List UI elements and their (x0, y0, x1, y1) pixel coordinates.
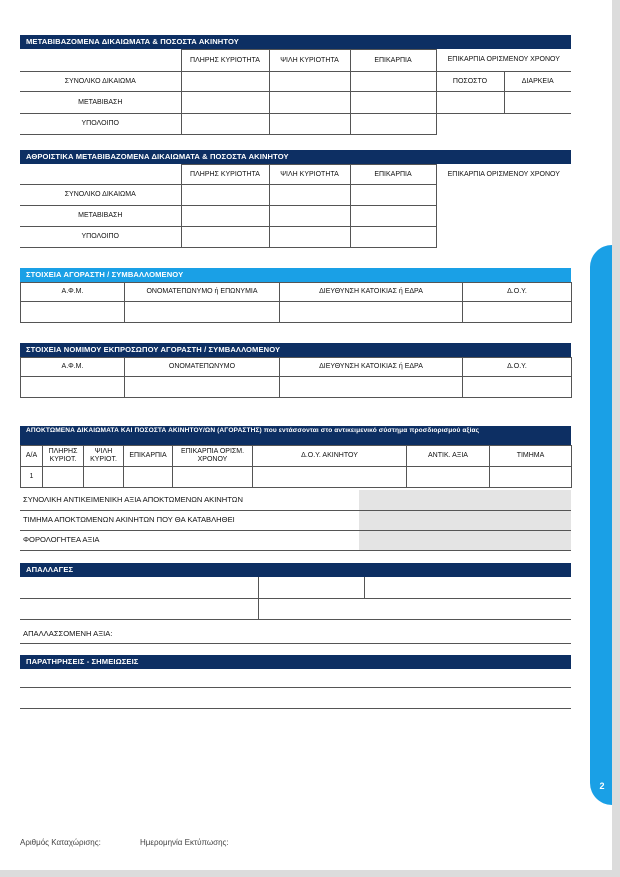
input-cell[interactable] (350, 92, 436, 114)
col-full-ownership: ΠΛΗΡΗΣ ΚΥΡΙΟΤ. (43, 446, 84, 467)
input-cell[interactable] (20, 577, 258, 598)
input-cell[interactable] (181, 227, 269, 248)
section-header: ΑΠΟΚΤΩΜΕΝΑ ΔΙΚΑΙΩΜΑΤΑ ΚΑΙ ΠΟΣΟΣΤΑ ΑΚΙΝΗΤΟΥ/ΩΝ (ΑΓΟΡΑΣΤΗΣ) που εντάσσονται στο αντικειμενικό σύστημα προσδιορισμού αξίας (20, 426, 571, 445)
legal-representative-table (20, 357, 572, 398)
buyer-details-table (20, 282, 572, 323)
notes-section (20, 655, 571, 709)
input-cell[interactable] (350, 227, 436, 248)
input-cell[interactable] (21, 302, 125, 323)
col-usufruct-term: ΕΠΙΚΑΡΠΙΑ ΟΡΙΣΜΕΝΟΥ ΧΡΟΝΟΥ (436, 50, 571, 72)
totals-table (20, 490, 571, 551)
input-cell[interactable] (258, 577, 364, 598)
col-afm: Α.Φ.Μ. (21, 283, 125, 302)
taxable-value-field[interactable] (359, 530, 571, 550)
input-cell[interactable] (125, 377, 280, 398)
section-header: ΣΤΟΙΧΕΙΑ ΑΓΟΡΑΣΤΗ / ΣΥΜΒΑΛΛΟΜΕΝΟΥ (20, 268, 571, 282)
input-cell[interactable] (181, 185, 269, 206)
input-cell[interactable] (84, 467, 124, 488)
input-cell[interactable] (350, 206, 436, 227)
input-cell[interactable] (407, 467, 490, 488)
input-cell[interactable] (504, 92, 571, 114)
col-name: ΟΝΟΜΑΤΕΠΩΝΥΜΟ (125, 358, 280, 377)
input-cell[interactable] (269, 206, 350, 227)
col-bare-ownership: ΨΙΛΗ ΚΥΡΙΟΤ. (84, 446, 124, 467)
notes-line[interactable] (20, 669, 571, 688)
exempt-value-label: ΑΠΑΛΛΑΣΣΟΜΕΝΗ ΑΞΙΑ: (20, 619, 571, 643)
row-label: ΣΥΝΟΛΙΚΟ ΔΙΚΑΙΩΜΑ (20, 185, 181, 206)
col-name: ΟΝΟΜΑΤΕΠΩΝΥΜΟ ή ΕΠΩΝΥΜΙΑ (125, 283, 280, 302)
input-cell[interactable] (125, 302, 280, 323)
input-cell[interactable] (253, 467, 407, 488)
cumulative-rights-section (20, 150, 571, 248)
col-percentage: ΠΟΣΟΣΤΟ (436, 72, 504, 92)
row-label: ΣΥΝΟΛΙΚΟ ΔΙΚΑΙΩΜΑ (20, 72, 181, 92)
acquired-rights-section (20, 426, 571, 551)
section-header: ΑΘΡΟΙΣΤΙΚΑ ΜΕΤΑΒΙΒΑΖΟΜΕΝΑ ΔΙΚΑΙΩΜΑΤΑ & ΠΟΣΟΣΤΑ ΑΚΙΝΗΤΟΥ (20, 150, 571, 164)
col-doy: Δ.Ο.Υ. (463, 283, 572, 302)
col-usufruct: ΕΠΙΚΑΡΠΙΑ (350, 165, 436, 185)
input-cell[interactable] (258, 598, 571, 619)
input-cell[interactable] (173, 467, 253, 488)
print-date-label: Ημερομηνία Εκτύπωσης: (140, 838, 229, 847)
section-header: ΑΠΑΛΛΑΓΕΣ (20, 563, 571, 577)
input-cell[interactable] (20, 598, 258, 619)
col-property-doy: Δ.Ο.Υ. ΑΚΙΝΗΤΟΥ (253, 446, 407, 467)
input-cell[interactable] (21, 377, 125, 398)
col-bare-ownership: ΨΙΛΗ ΚΥΡΙΟΤΗΤΑ (269, 165, 350, 185)
input-cell[interactable] (269, 72, 350, 92)
notes-line[interactable] (20, 688, 571, 709)
page-edge-shadow (0, 870, 620, 877)
input-cell[interactable] (350, 72, 436, 92)
input-cell[interactable] (43, 467, 84, 488)
page-edge-shadow (612, 0, 620, 877)
input-cell[interactable] (124, 467, 173, 488)
acquired-rights-table (20, 445, 572, 488)
transferred-rights-section (20, 35, 571, 135)
section-header: ΜΕΤΑΒΙΒΑΖΟΜΕΝΑ ΔΙΚΑΙΩΜΑΤΑ & ΠΟΣΟΣΤΑ ΑΚΙΝΗΤΟΥ (20, 35, 571, 49)
input-cell[interactable] (181, 206, 269, 227)
exemptions-section (20, 563, 571, 644)
col-full-ownership: ΠΛΗΡΗΣ ΚΥΡΙΟΤΗΤΑ (181, 165, 269, 185)
col-usufruct: ΕΠΙΚΑΡΠΙΑ (350, 50, 436, 72)
total-price-label: ΤΙΜΗΜΑ ΑΠΟΚΤΩΜΕΝΩΝ ΑΚΙΝΗΤΩΝ ΠΟΥ ΘΑ ΚΑΤΑΒΛΗΘΕΙ (20, 510, 359, 530)
input-cell[interactable] (181, 114, 269, 135)
cumulative-rights-table (20, 164, 571, 248)
input-cell[interactable] (463, 302, 572, 323)
col-afm: Α.Φ.Μ. (21, 358, 125, 377)
input-cell[interactable] (463, 377, 572, 398)
transferred-rights-table (20, 49, 571, 135)
exemptions-table (20, 577, 571, 644)
input-cell[interactable] (269, 92, 350, 114)
page-number: 2 (599, 781, 605, 791)
col-usufruct: ΕΠΙΚΑΡΠΙΑ (124, 446, 173, 467)
input-cell[interactable] (364, 577, 571, 598)
total-price-field[interactable] (359, 510, 571, 530)
row-label: ΜΕΤΑΒΙΒΑΣΗ (20, 92, 181, 114)
legal-representative-section (20, 343, 571, 398)
col-usufruct-term: ΕΠΙΚΑΡΠΙΑ ΟΡΙΣΜ. ΧΡΟΝΟΥ (173, 446, 253, 467)
col-index: Α/Α (21, 446, 43, 467)
input-cell[interactable] (280, 302, 463, 323)
input-cell[interactable] (269, 114, 350, 135)
total-objective-value-label: ΣΥΝΟΛΙΚΗ ΑΝΤΙΚΕΙΜΕΝΙΚΗ ΑΞΙΑ ΑΠΟΚΤΩΜΕΝΩΝ ΑΚΙΝΗΤΩΝ (20, 490, 359, 510)
col-address: ΔΙΕΥΘΥΝΣΗ ΚΑΤΟΙΚΙΑΣ ή ΕΔΡΑ (280, 358, 463, 377)
row-label: ΥΠΟΛΟΙΠΟ (20, 114, 181, 135)
section-header: ΠΑΡΑΤΗΡΗΣΕΙΣ - ΣΗΜΕΙΩΣΕΙΣ (20, 655, 571, 669)
input-cell[interactable] (181, 72, 269, 92)
input-cell[interactable] (490, 467, 572, 488)
input-cell[interactable] (350, 185, 436, 206)
col-usufruct-term: ΕΠΙΚΑΡΠΙΑ ΟΡΙΣΜΕΝΟΥ ΧΡΟΝΟΥ (447, 170, 560, 178)
section-header: ΣΤΟΙΧΕΙΑ ΝΟΜΙΜΟΥ ΕΚΠΡΟΣΩΠΟΥ ΑΓΟΡΑΣΤΗ / ΣΥΜΒΑΛΛΟΜΕΝΟΥ (20, 343, 571, 357)
col-objective-value: ΑΝΤΙΚ. ΑΞΙΑ (407, 446, 490, 467)
row-label: ΥΠΟΛΟΙΠΟ (20, 227, 181, 248)
col-bare-ownership: ΨΙΛΗ ΚΥΡΙΟΤΗΤΑ (269, 50, 350, 72)
input-cell[interactable] (269, 185, 350, 206)
col-doy: Δ.Ο.Υ. (463, 358, 572, 377)
input-cell[interactable] (436, 92, 504, 114)
col-address: ΔΙΕΥΘΥΝΣΗ ΚΑΤΟΙΚΙΑΣ ή ΕΔΡΑ (280, 283, 463, 302)
input-cell[interactable] (269, 227, 350, 248)
input-cell[interactable] (350, 114, 436, 135)
col-duration: ΔΙΑΡΚΕΙΑ (504, 72, 571, 92)
buyer-details-section (20, 268, 571, 323)
col-full-ownership: ΠΛΗΡΗΣ ΚΥΡΙΟΤΗΤΑ (181, 50, 269, 72)
col-price: ΤΙΜΗΜΑ (490, 446, 572, 467)
taxable-value-label: ΦΟΡΟΛΟΓΗΤΕΑ ΑΞΙΑ (20, 530, 359, 550)
input-cell[interactable] (181, 92, 269, 114)
input-cell[interactable] (280, 377, 463, 398)
registration-number-label: Αριθμός Καταχώρισης: (20, 838, 101, 847)
row-label: ΜΕΤΑΒΙΒΑΣΗ (20, 206, 181, 227)
total-objective-value-field[interactable] (359, 490, 571, 510)
row-index: 1 (21, 467, 43, 488)
